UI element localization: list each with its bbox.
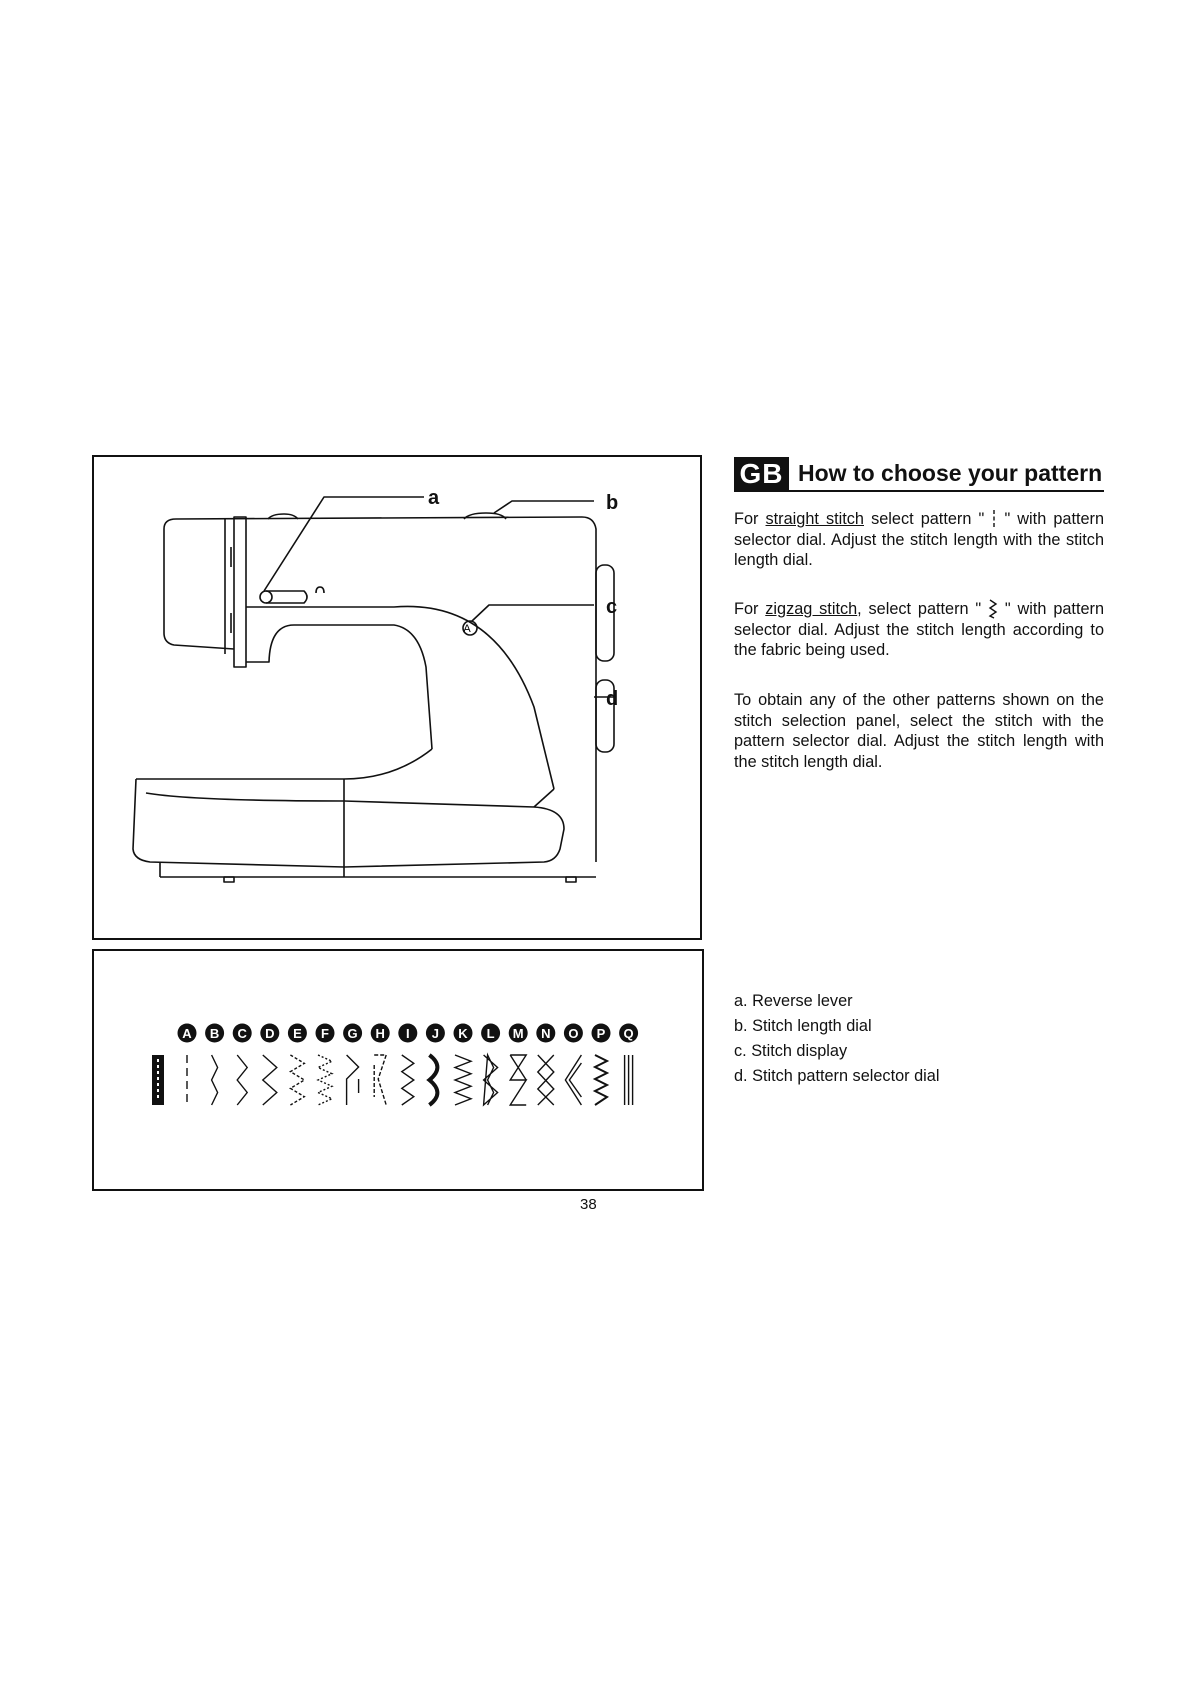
parts-legend bbox=[734, 989, 939, 1089]
svg-text:B: B bbox=[209, 1026, 220, 1041]
callout-b: b bbox=[606, 492, 619, 514]
legend-item-reverse-lever: a. Reverse lever bbox=[734, 992, 853, 1010]
svg-text:E: E bbox=[293, 1026, 302, 1041]
stitch-letter-k bbox=[454, 1024, 473, 1043]
other-patterns-paragraph: To obtain any of the other patterns shown on the stitch selection panel, select the stitch with the pattern selector dial. Adjust the stitch length with the stitch length dial. bbox=[734, 691, 1104, 771]
stitch-pattern-h-icon bbox=[374, 1055, 386, 1105]
buttonhole-stitch-icon bbox=[152, 1055, 164, 1105]
svg-text:H: H bbox=[375, 1026, 385, 1041]
svg-text:L: L bbox=[486, 1026, 495, 1041]
zigzag-stitch-paragraph: For zigzag stitch, select pattern " " with pattern selector dial. Adjust the stitch length according to the fabric being used. bbox=[734, 600, 1105, 659]
straight-stitch-paragraph: For straight stitch select pattern " " with pattern selector dial. Adjust the stitch length with the stitch length dial. bbox=[734, 510, 1105, 569]
stitch-letter-c bbox=[233, 1024, 252, 1043]
stitch-letter-m bbox=[509, 1024, 528, 1043]
stitch-pattern-i-icon bbox=[402, 1055, 414, 1105]
stitch-letter-o bbox=[564, 1024, 583, 1043]
page-title: How to choose your pattern bbox=[798, 460, 1103, 486]
stitch-letter-d bbox=[260, 1024, 279, 1043]
stitch-letter-a bbox=[178, 1024, 197, 1043]
stitch-letter-g bbox=[343, 1024, 362, 1043]
svg-text:C: C bbox=[237, 1026, 247, 1041]
legend-item-pattern-selector-dial: d. Stitch pattern selector dial bbox=[734, 1067, 940, 1085]
svg-text:K: K bbox=[458, 1026, 468, 1041]
legend-item-stitch-length-dial: b. Stitch length dial bbox=[734, 1017, 872, 1035]
straight-stitch-icon bbox=[991, 509, 997, 529]
stitch-pattern-m-icon bbox=[510, 1055, 526, 1105]
stitch-panel-frame bbox=[92, 949, 704, 1191]
stitch-pattern-q-icon bbox=[625, 1055, 633, 1105]
svg-text:Q: Q bbox=[623, 1026, 634, 1041]
stitch-letter-b bbox=[205, 1024, 224, 1043]
stitch-pattern-e-icon bbox=[290, 1055, 304, 1105]
stitch-letter-q bbox=[619, 1024, 638, 1043]
stitch-pattern-c-icon bbox=[237, 1055, 247, 1105]
stitch-pattern-l-icon bbox=[484, 1055, 498, 1105]
stitch-pattern-k-icon bbox=[455, 1055, 471, 1105]
straight-stitch-term: straight stitch bbox=[765, 510, 864, 528]
svg-text:A: A bbox=[182, 1026, 192, 1041]
stitch-pattern-g-icon bbox=[347, 1055, 359, 1105]
svg-text:F: F bbox=[321, 1026, 329, 1041]
machine-illustration-frame bbox=[92, 455, 702, 940]
stitch-pattern-o-icon bbox=[565, 1055, 581, 1105]
stitch-letter-j bbox=[426, 1024, 445, 1043]
stitch-pattern-n-icon bbox=[538, 1055, 554, 1105]
stitch-letter-f bbox=[316, 1024, 335, 1043]
svg-text:I: I bbox=[405, 1026, 410, 1041]
stitch-display-letter: A bbox=[463, 623, 471, 635]
svg-text:D: D bbox=[265, 1026, 275, 1041]
stitch-pattern-j-icon bbox=[429, 1055, 437, 1105]
callout-a: a bbox=[428, 487, 440, 509]
page-number: 38 bbox=[580, 1196, 597, 1213]
section-header bbox=[734, 456, 1104, 492]
svg-text:O: O bbox=[568, 1026, 579, 1041]
sewing-machine-drawing bbox=[94, 457, 700, 938]
stitch-letter-e bbox=[288, 1024, 307, 1043]
legend-item-stitch-display: c. Stitch display bbox=[734, 1042, 848, 1060]
stitch-pattern-d-icon bbox=[263, 1055, 277, 1105]
stitch-pattern-f-icon bbox=[318, 1055, 332, 1105]
stitch-pattern-b-icon bbox=[212, 1055, 218, 1105]
stitch-letter-l bbox=[481, 1024, 500, 1043]
stitch-pattern-p-icon bbox=[595, 1055, 607, 1105]
stitch-selection-panel bbox=[94, 951, 702, 1189]
stitch-letter-p bbox=[592, 1024, 611, 1043]
callout-d: d bbox=[606, 688, 619, 710]
stitch-letter-h bbox=[371, 1024, 390, 1043]
stitch-letter-i bbox=[398, 1024, 417, 1043]
svg-text:N: N bbox=[541, 1026, 551, 1041]
stitch-letter-n bbox=[536, 1024, 555, 1043]
language-badge: GB bbox=[734, 457, 789, 490]
svg-text:J: J bbox=[431, 1026, 440, 1041]
svg-text:G: G bbox=[347, 1026, 358, 1041]
svg-text:P: P bbox=[596, 1026, 606, 1041]
callout-c: c bbox=[606, 596, 618, 618]
zigzag-stitch-term: zigzag stitch bbox=[765, 600, 858, 618]
svg-text:M: M bbox=[512, 1026, 524, 1041]
zigzag-stitch-icon bbox=[988, 599, 998, 619]
